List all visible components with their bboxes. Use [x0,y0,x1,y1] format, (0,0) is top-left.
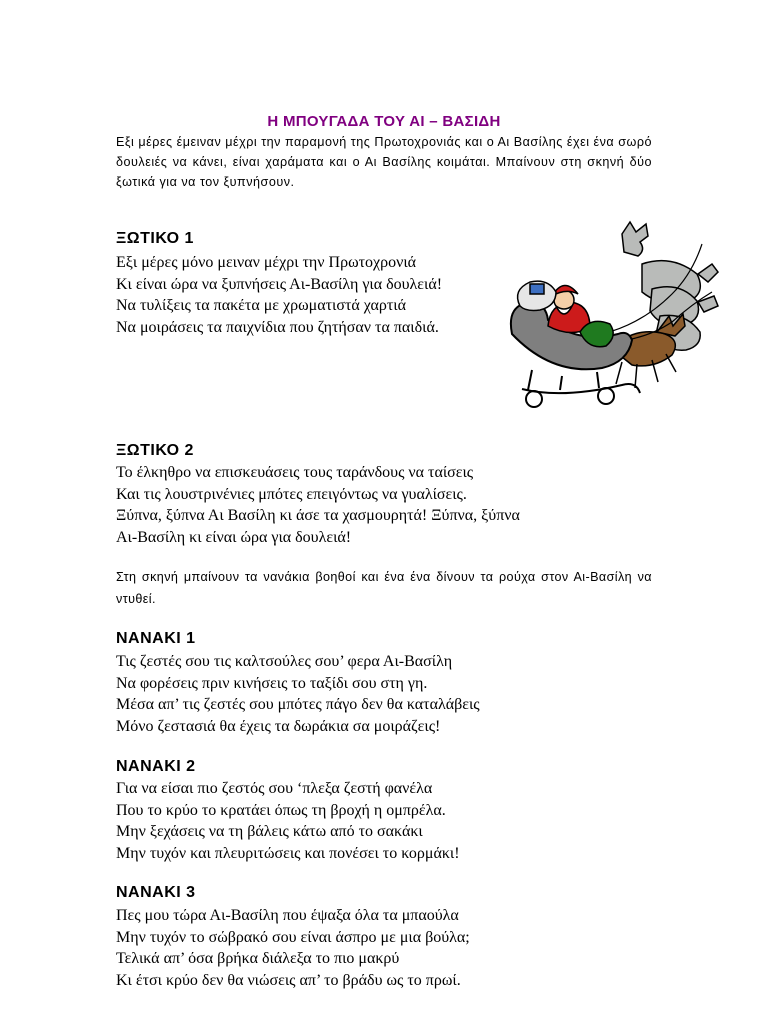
verse-line: Που το κρύο το κρατάει όπως τη βροχή η ομπρέλα. [116,801,446,819]
verse-line: Για να είσαι πιο ζεστός σου ‘πλεξα ζεστή φανέλα [116,780,433,797]
verse-elf-1 [116,252,494,338]
verse-line: Να τυλίξεις τα πακέτα με χρωματιστά χαρτιά [116,297,406,314]
verse-line: Το έλκηθρο να επισκευάσεις τους ταράνδους να ταίσεις [116,464,474,481]
verse-dwarf-3 [116,905,656,991]
verse-elf-2 [116,462,656,548]
santa-sleigh-reindeer-icon [502,214,728,420]
intro-paragraph: Εξι μέρες έμειναν μέχρι την παραμονή της Πρωτοχρονιάς και ο Αι Βασίλης έχει ένα σωρό δουλειές να κάνει, είναι χαράματα και ο Αι Βασίλης κοιμάται. Μπαίνουν στη σκηνή δύο ξωτικά για να τον ξυπνήσουν. [116,135,652,189]
verse-line: Εξι μέρες μόνο μειναν μέχρι την Πρωτοχρονιά [116,254,417,271]
verse-line: Πες μου τώρα Αι-Βασίλη που έψαξα όλα τα μπαούλα [116,907,459,924]
verse-line: Ξύπνα, ξύπνα Αι Βασίλη κι άσε τα χασμουρητά! Ξύπνα, ξύπνα [116,507,520,524]
verse-line: Κι είναι ώρα να ξυπνήσεις Αι-Βασίλη για δουλειά! [116,275,443,293]
verse-line: Μην τυχόν το σώβρακό σου είναι άσπρο με μια βούλα; [116,928,470,946]
verse-line: Μην τυχόν και πλευριτώσεις και πονέσει το κορμάκι! [116,844,460,862]
stage-direction: Στη σκηνή μπαίνουν τα νανάκια βοηθοί και ένα ένα δίνουν τα ρούχα στον Αι-Βασίλη να ντυθεί. [116,570,652,606]
verse-dwarf-2 [116,778,656,864]
section-heading-dwarf-2: ΝΑΝΑΚΙ 2 [116,758,196,775]
verse-dwarf-1 [116,651,656,737]
verse-line: Και τις λουστρινένιες μπότες επειγόντως να γυαλίσεις. [116,485,467,503]
section-heading-dwarf-1: ΝΑΝΑΚΙ 1 [116,630,196,647]
section-heading-elf-2: ΞΩΤΙΚΟ 2 [116,442,194,459]
verse-line: Κι έτσι κρύο δεν θα νιώσεις απ’ το βράδυ ως το πρωί. [116,971,461,989]
verse-line: Να μοιράσεις τα παιχνίδια που ζητήσαν τα παιδιά. [116,318,439,336]
verse-line: Μέσα απ’ τις ζεστές σου μπότες πάγο δεν θα καταλάβεις [116,696,480,713]
verse-line: Τελικά απ’ όσα βρήκα διάλεξα το πιο μακρύ [116,950,400,967]
verse-line: Να φορέσεις πριν κινήσεις το ταξίδι σου στη γη. [116,674,428,692]
verse-line: Τις ζεστές σου τις καλτσούλες σου’ φερα Αι-Βασίλη [116,653,453,670]
section-heading-dwarf-3: ΝΑΝΑΚΙ 3 [116,884,196,901]
page-title: Η ΜΠΟΥΓΑΔΑ ΤΟΥ ΑΙ – ΒΑΣΙΔΗ [267,113,501,130]
section-heading-elf-1: ΞΩΤΙΚΟ 1 [116,230,194,247]
verse-line: Μην ξεχάσεις να τη βάλεις κάτω από το σακάκι [116,823,423,840]
verse-line: Μόνο ζεστασιά θα έχεις τα δωράκια σα μοιράζεις! [116,717,441,735]
verse-line: Αι-Βασίλη κι είναι ώρα για δουλειά! [116,528,352,546]
